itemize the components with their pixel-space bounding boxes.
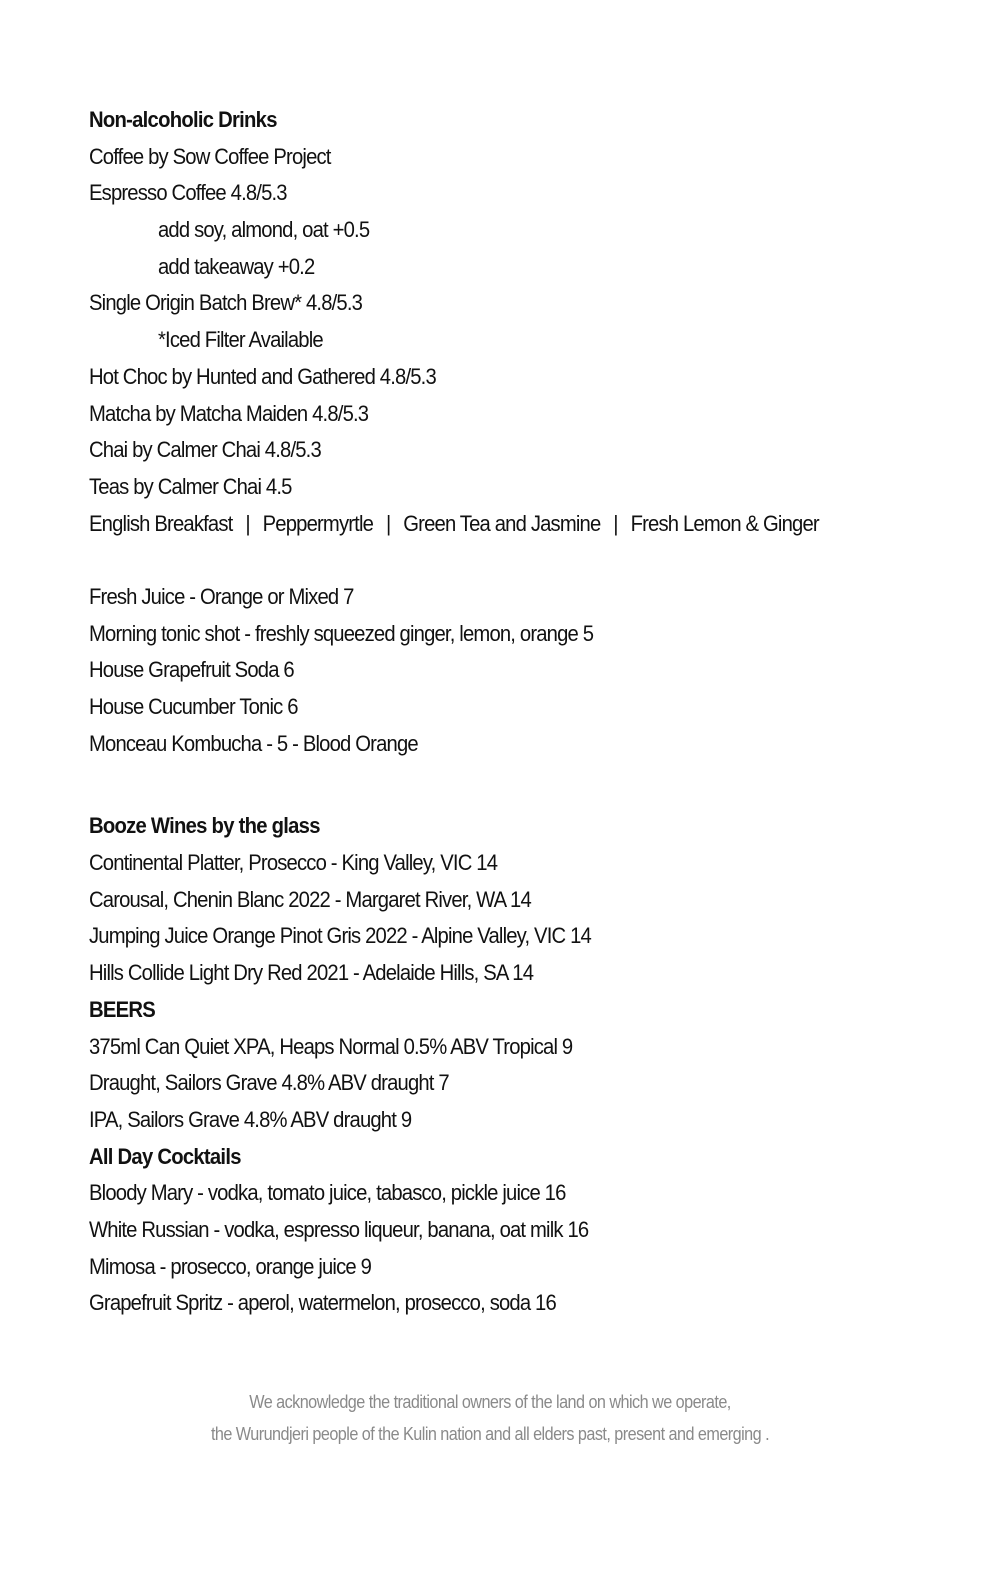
acknowledgement-line: We acknowledge the traditional owners of the land on which we operate,	[249, 1392, 731, 1412]
menu-item: House Cucumber Tonic 6	[89, 694, 298, 719]
menu-note: *Iced Filter Available	[158, 327, 323, 353]
spacer	[89, 542, 969, 579]
tea-separator: |	[613, 510, 618, 536]
section-heading-beers: BEERS	[89, 996, 156, 1022]
tea-option: Fresh Lemon & Ginger	[630, 510, 819, 536]
section-heading-non-alcoholic: Non-alcoholic Drinks	[89, 107, 277, 132]
tea-option: Peppermyrtle	[262, 510, 374, 536]
menu-item: Grapefruit Spritz - aperol, watermelon, prosecco, soda 16	[89, 1290, 556, 1316]
menu-item: Single Origin Batch Brew* 4.8/5.3	[89, 290, 363, 316]
menu-item: 375ml Can Quiet XPA, Heaps Normal 0.5% ABV Tropical 9	[89, 1033, 573, 1059]
menu-line: Coffee by Sow Coffee Project	[89, 143, 331, 169]
menu-item: Bloody Mary - vodka, tomato juice, tabasco, pickle juice 16	[89, 1180, 566, 1206]
menu-addon: add takeaway +0.2	[158, 253, 315, 279]
acknowledgement-line: the Wurundjeri people of the Kulin nation and all elders past, present and emerging .	[210, 1424, 770, 1444]
menu-item: Chai by Calmer Chai 4.8/5.3	[89, 437, 321, 463]
section-heading-cocktails: All Day Cocktails	[89, 1143, 241, 1169]
menu-item: White Russian - vodka, espresso liqueur, banana, oat milk 16	[89, 1216, 589, 1242]
menu-item: Mimosa - prosecco, orange juice 9	[89, 1253, 372, 1279]
tea-separator: |	[385, 510, 391, 536]
section-heading-wines: Booze Wines by the glass	[89, 813, 320, 839]
menu-item: Morning tonic shot - freshly squeezed ginger, lemon, orange 5	[89, 620, 594, 646]
menu-item: Matcha by Matcha Maiden 4.8/5.3	[89, 400, 369, 426]
menu-item: Teas by Calmer Chai 4.5	[89, 473, 292, 499]
menu-item: IPA, Sailors Grave 4.8% ABV draught 9	[89, 1106, 412, 1132]
menu-item: Continental Platter, Prosecco - King Valley, VIC 14	[89, 850, 498, 876]
menu-item: Fresh Juice - Orange or Mixed 7	[89, 583, 354, 609]
menu-item: Espresso Coffee 4.8/5.3	[89, 180, 287, 206]
menu-item: Carousal, Chenin Blanc 2022 - Margaret River, WA 14	[89, 886, 531, 912]
tea-option: Green Tea and Jasmine	[403, 510, 601, 536]
menu-item: Jumping Juice Orange Pinot Gris 2022 - Alpine Valley, VIC 14	[89, 923, 591, 949]
spacer	[89, 762, 969, 808]
menu-item: Hot Choc by Hunted and Gathered 4.8/5.3	[89, 363, 436, 389]
menu	[89, 102, 969, 1322]
tea-separator: |	[245, 510, 250, 536]
menu-item: Draught, Sailors Grave 4.8% ABV draught 7	[89, 1070, 449, 1096]
menu-addon: add soy, almond, oat +0.5	[158, 217, 370, 243]
tea-options	[89, 506, 899, 543]
land-acknowledgement	[0, 1386, 980, 1450]
menu-item: Hills Collide Light Dry Red 2021 - Adelaide Hills, SA 14	[89, 960, 534, 986]
menu-item: Monceau Kombucha - 5 - Blood Orange	[89, 730, 418, 756]
tea-option: English Breakfast	[89, 510, 233, 536]
menu-item: House Grapefruit Soda 6	[89, 657, 294, 683]
